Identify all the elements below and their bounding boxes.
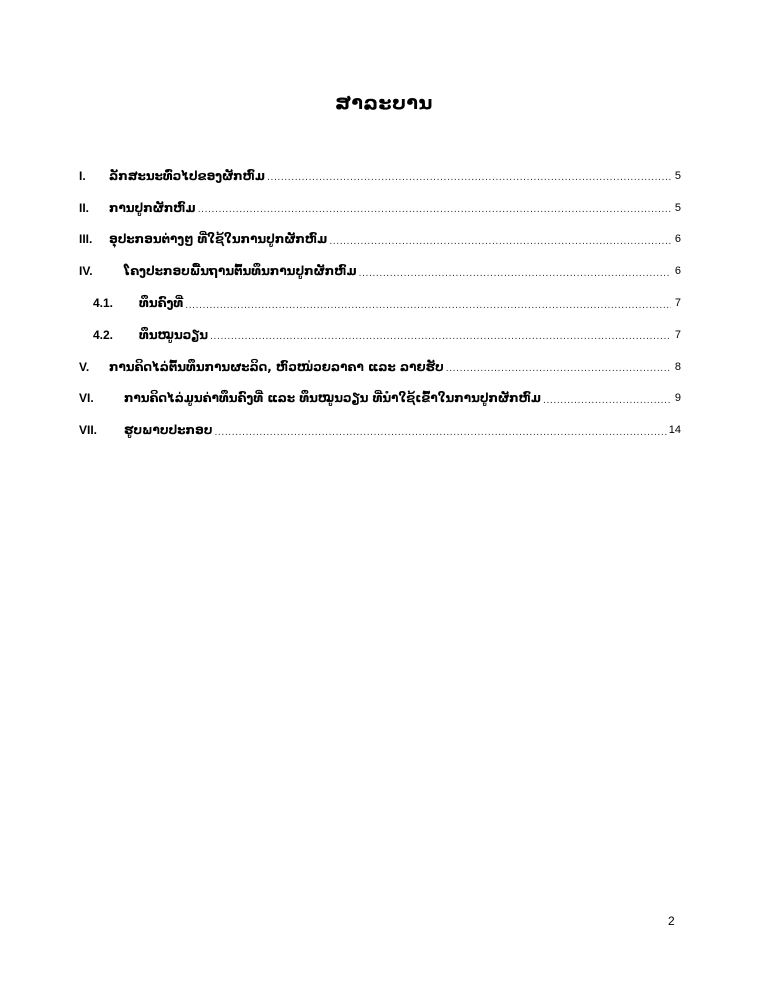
toc-entry-4-2[interactable]: [79, 319, 681, 351]
toc-entry-number: 4.1.: [93, 296, 114, 311]
dot-leader: [543, 397, 671, 406]
toc-entry-number: 4.2.: [93, 327, 114, 342]
table-of-contents: [79, 160, 681, 446]
toc-entry-1[interactable]: [79, 160, 681, 192]
toc-entry-page: 5: [674, 169, 681, 182]
dot-leader: [329, 238, 671, 247]
toc-entry-label: ທຶນຄົງທີ່: [139, 296, 184, 311]
toc-entry-label: ການຄິດໄລ່ມູນຄ່າທຶນຄົງທີ່ ແລະ ທຶນໝູນວຽນ ທີ່ນຳໃຊ້ເຂົ້າໃນການປູກຜັກຫົມ: [124, 391, 541, 406]
toc-entry-label: ອຸປະກອນຕ່າງໆ ທີ່ໃຊ້ໃນການປູກຜັກຫົມ: [109, 232, 328, 247]
toc-entry-4-1[interactable]: [79, 287, 681, 319]
dot-leader: [214, 429, 666, 438]
toc-entry-page: 7: [674, 297, 681, 310]
toc-entry-label: ການປູກຜັກຫົມ: [109, 200, 196, 215]
toc-entry-number: V.: [79, 359, 90, 374]
toc-entry-6[interactable]: [79, 383, 681, 415]
toc-entry-page: 8: [674, 360, 681, 373]
toc-entry-label: ໂຄງປະກອບພື້ນຖານຕົ້ນທຶນການປູກຜັກຫົມ: [124, 264, 357, 279]
toc-entry-page: 6: [674, 233, 681, 246]
toc-entry-page: 5: [674, 201, 681, 214]
dot-leader: [359, 270, 671, 279]
toc-entry-number: VII.: [79, 423, 98, 438]
dot-leader: [267, 174, 671, 183]
toc-entry-page: 14: [668, 424, 681, 437]
dot-leader: [446, 365, 671, 374]
toc-entry-5[interactable]: [79, 351, 681, 383]
toc-entry-4[interactable]: [79, 255, 681, 287]
toc-entry-page: 7: [674, 328, 681, 341]
toc-entry-label: ທຶນໝູນວຽນ: [139, 327, 209, 342]
toc-title: ສາລະບານ: [335, 92, 433, 114]
toc-entry-label: ລັກສະນະທົ່ວໄປຂອງຜັກຫົມ: [109, 168, 266, 183]
toc-entry-label: ຮູບພາບປະກອບ: [124, 423, 213, 438]
page-number: 2: [668, 914, 675, 928]
toc-entry-number: III.: [79, 232, 93, 247]
toc-entry-7[interactable]: [79, 414, 681, 446]
toc-entry-label: ການຄິດໄລ່ຕົ້ນທຶນການຜະລິດ, ຫົວໜ່ວຍລາຄາ ແລະ ລາຍຮັບ: [109, 359, 444, 374]
toc-entry-number: I.: [79, 168, 86, 183]
dot-leader: [210, 333, 671, 342]
dot-leader: [198, 206, 671, 215]
toc-entry-number: VI.: [79, 391, 94, 406]
toc-entry-page: 9: [674, 392, 681, 405]
toc-entry-number: IV.: [79, 264, 93, 279]
toc-entry-number: II.: [79, 200, 90, 215]
toc-entry-page: 6: [674, 265, 681, 278]
toc-entry-2[interactable]: [79, 192, 681, 224]
toc-entry-3[interactable]: [79, 224, 681, 256]
dot-leader: [185, 302, 671, 311]
